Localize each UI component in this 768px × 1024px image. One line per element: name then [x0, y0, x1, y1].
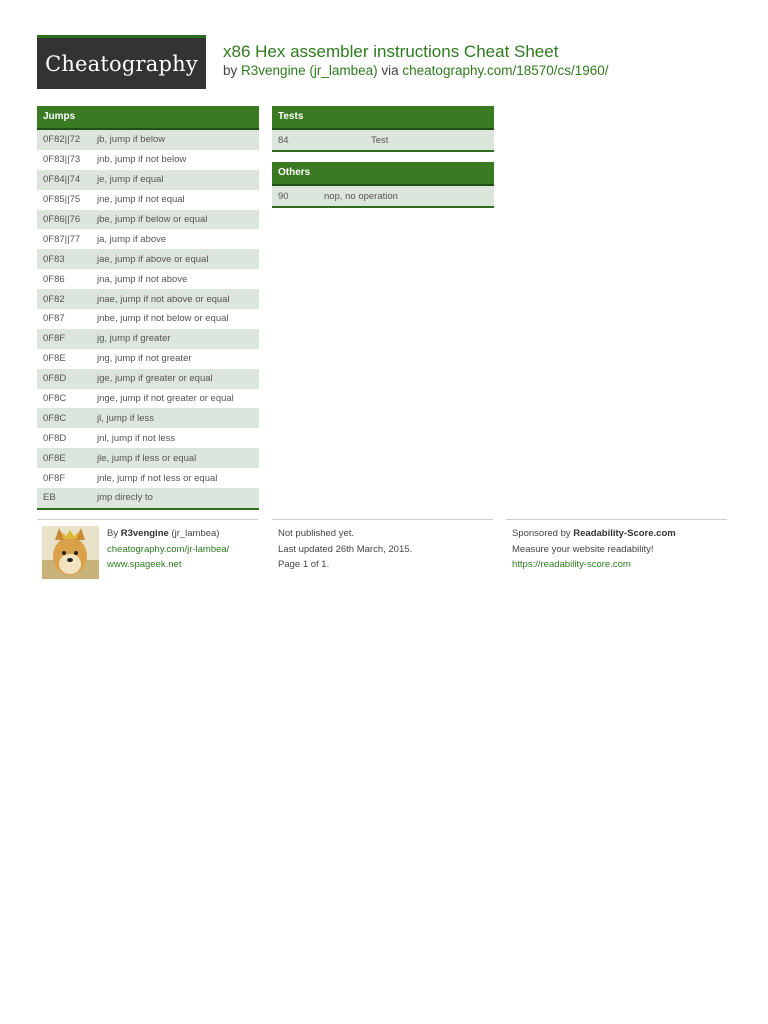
table-row [37, 210, 259, 230]
table-row [37, 389, 259, 409]
last-updated: Last updated 26th March, 2015. [278, 543, 413, 555]
description-cell: jmp direcly to [97, 492, 153, 504]
sponsor-name[interactable]: Readability-Score.com [573, 528, 676, 539]
opcode-cell: 0F86||76 [43, 214, 81, 225]
table-row [37, 369, 259, 389]
description-cell: jnae, jump if not above or equal [97, 293, 230, 305]
published-status: Not published yet. [278, 528, 355, 539]
section-header: Others [272, 162, 494, 186]
author-name-link[interactable]: R3vengine [120, 528, 169, 539]
opcode-cell: 0F8E [43, 353, 66, 365]
opcode-cell: 0F82||72 [43, 134, 81, 146]
others-section [272, 162, 494, 208]
table-row [37, 408, 259, 428]
opcode-cell: 0F83 [43, 253, 65, 265]
description-cell: jb, jump if below [97, 134, 166, 146]
description-cell: nop, no operation [324, 190, 398, 202]
page-number: Page 1 of 1. [278, 559, 330, 570]
author-by: By [107, 528, 119, 539]
sponsor-tagline: Measure your website readability! [512, 543, 654, 555]
description-cell: jnle, jump if not less or equal [97, 472, 218, 484]
sponsor-info [512, 526, 676, 573]
description-cell: jna, jump if not above [97, 273, 188, 285]
author-site-link[interactable]: www.spageek.net [107, 559, 182, 570]
opcode-cell: 84 [278, 134, 289, 146]
opcode-cell: 0F8C [43, 393, 67, 405]
others-rows [272, 186, 494, 206]
opcode-cell: 0F87 [43, 313, 65, 325]
opcode-cell: 0F8C [43, 412, 67, 424]
description-cell: jnb, jump if not below [97, 154, 187, 166]
table-row [37, 289, 259, 309]
author-handle: (jr_lambea) [171, 528, 220, 539]
author-line [107, 526, 229, 542]
description-cell: jl, jump if less [97, 412, 155, 424]
table-row [37, 428, 259, 448]
footer-author [37, 519, 258, 570]
opcode-cell: 0F8D [43, 373, 67, 385]
opcode-cell: 0F83||73 [43, 154, 81, 166]
opcode-cell: 0F82 [43, 293, 65, 305]
opcode-cell: 90 [278, 190, 289, 202]
page-title: x86 Hex assembler instructions Cheat Sheet [223, 42, 559, 61]
footer-meta [272, 519, 493, 570]
opcode-cell: 0F84||74 [43, 174, 81, 186]
description-cell: jg, jump if greater [97, 333, 171, 345]
sponsor-url-link[interactable]: https://readability-score.com [512, 559, 631, 570]
description-cell: je, jump if equal [97, 174, 164, 186]
table-row [37, 488, 259, 508]
section-header: Tests [272, 106, 494, 130]
section-header: Jumps [37, 106, 259, 130]
table-row [37, 468, 259, 488]
description-cell: jbe, jump if below or equal [97, 214, 208, 225]
jumps-section [37, 106, 259, 510]
description-cell: ja, jump if above [97, 233, 167, 245]
table-row [37, 190, 259, 210]
logo-text: Cheatography [45, 51, 198, 76]
jumps-rows [37, 130, 259, 508]
description-cell: jne, jump if not equal [97, 194, 185, 206]
cheatography-logo[interactable] [37, 35, 206, 89]
author-info [107, 526, 229, 573]
sheet-url-link[interactable]: cheatography.com/18570/cs/1960/ [402, 63, 609, 78]
opcode-cell: 0F8F [43, 472, 66, 484]
tests-section [272, 106, 494, 152]
meta-info [278, 526, 412, 573]
table-row [37, 170, 259, 190]
table-row [37, 229, 259, 249]
description-cell: jae, jump if above or equal [97, 253, 209, 265]
opcode-cell: 0F85||75 [43, 194, 81, 206]
table-row [37, 349, 259, 369]
footer-sponsor [506, 519, 727, 570]
description-cell: jng, jump if not greater [97, 353, 192, 365]
description-cell: jge, jump if greater or equal [97, 373, 213, 385]
description-cell: jnge, jump if not greater or equal [97, 393, 234, 405]
table-row [37, 309, 259, 329]
table-row [272, 130, 494, 150]
author-link[interactable]: R3vengine (jr_lambea) [241, 63, 378, 78]
table-row [37, 329, 259, 349]
table-row [37, 448, 259, 468]
table-row [272, 186, 494, 206]
sponsor-prefix: Sponsored by [512, 528, 571, 539]
table-row [37, 130, 259, 150]
table-row [37, 249, 259, 269]
description-cell: jnl, jump if not less [97, 432, 176, 444]
avatar [42, 526, 99, 579]
opcode-cell: 0F87||77 [43, 233, 81, 245]
description-cell: jle, jump if less or equal [97, 452, 197, 464]
table-row [37, 269, 259, 289]
byline [223, 63, 609, 78]
byline-via: via [381, 63, 399, 78]
tests-rows [272, 130, 494, 150]
opcode-cell: EB [43, 492, 56, 504]
opcode-cell: 0F8F [43, 333, 66, 345]
table-row [37, 150, 259, 170]
sponsor-line [512, 526, 676, 542]
description-cell: jnbe, jump if not below or equal [97, 313, 229, 325]
byline-by: by [223, 63, 238, 78]
opcode-cell: 0F8E [43, 452, 66, 464]
opcode-cell: 0F8D [43, 432, 67, 444]
author-profile-link[interactable]: cheatography.com/jr-lambea/ [107, 543, 230, 555]
opcode-cell: 0F86 [43, 273, 65, 285]
description-cell: Test [371, 134, 389, 146]
